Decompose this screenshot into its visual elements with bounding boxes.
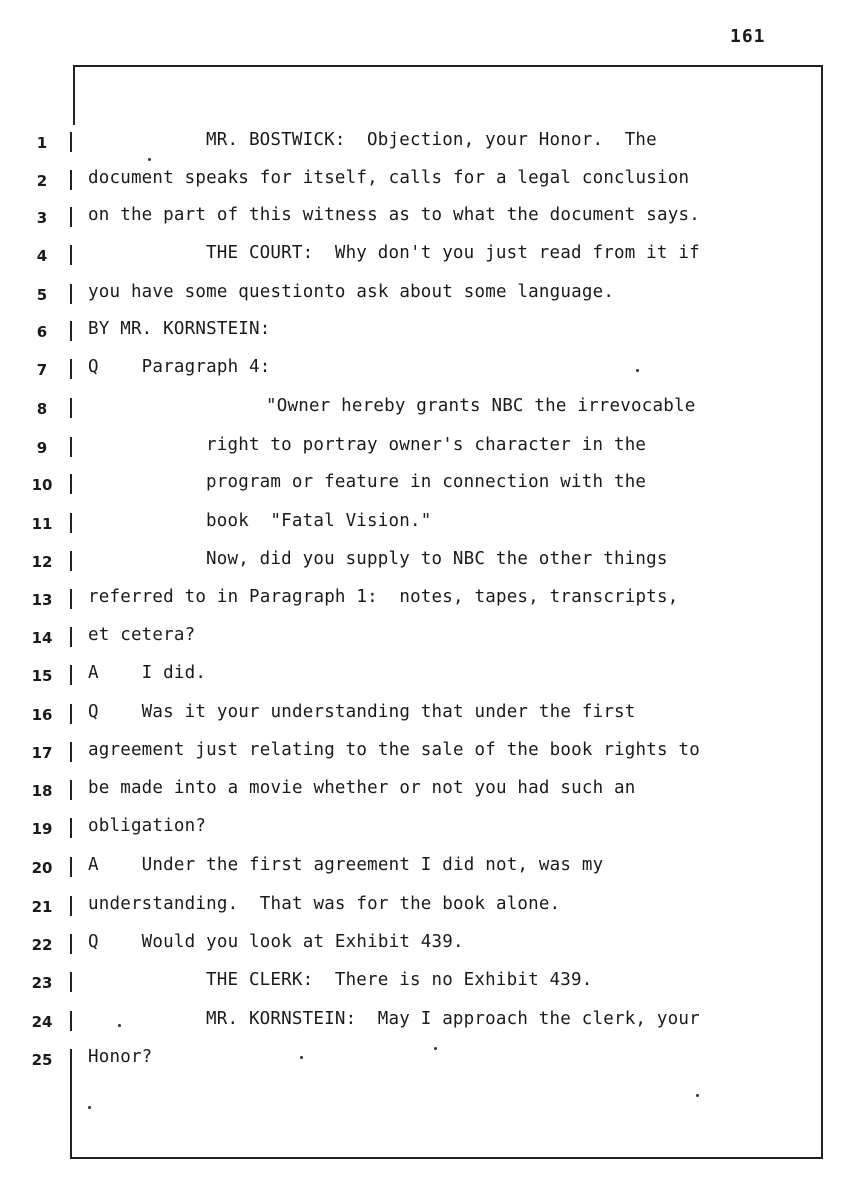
frame-top-border: [73, 65, 823, 67]
line-text: Q Would you look at Exhibit 439.: [88, 932, 464, 952]
line-text: MR. KORNSTEIN: May I approach the clerk, your: [206, 1009, 700, 1029]
transcript-line: [0, 892, 860, 922]
line-number: 17: [31, 744, 53, 762]
line-text: Q Was it your understanding that under the first: [88, 702, 636, 722]
transcript-line: [0, 585, 860, 615]
line-text: MR. BOSTWICK: Objection, your Honor. The: [206, 130, 657, 150]
line-number: 20: [31, 859, 53, 877]
line-number: 21: [31, 898, 53, 916]
transcript-line: [0, 128, 860, 158]
line-number: 8: [36, 400, 48, 418]
margin-tick: [70, 934, 72, 954]
scan-speck: [696, 1094, 699, 1097]
transcript-line: [0, 853, 860, 883]
scan-speck: [148, 158, 151, 161]
margin-tick: [70, 170, 72, 190]
margin-tick: [70, 857, 72, 877]
line-text: right to portray owner's character in the: [206, 435, 647, 455]
line-number: 4: [36, 247, 48, 265]
line-number: 2: [36, 172, 48, 190]
transcript-line: [0, 433, 860, 463]
line-number: 22: [31, 936, 53, 954]
line-number: 11: [31, 515, 53, 533]
line-text: A Under the first agreement I did not, was my: [88, 855, 604, 875]
transcript-line: [0, 738, 860, 768]
scan-speck: [300, 1056, 303, 1059]
margin-tick: [70, 284, 72, 304]
margin-tick: [70, 245, 72, 265]
line-number: 5: [36, 286, 48, 304]
transcript-line: [0, 814, 860, 844]
transcript-line: [0, 355, 860, 385]
line-number: 19: [31, 820, 53, 838]
transcript-line: [0, 1007, 860, 1037]
line-number: 12: [31, 553, 53, 571]
transcript-line: [0, 547, 860, 577]
line-number: 10: [31, 476, 53, 494]
scan-speck: [118, 1024, 121, 1027]
margin-tick: [70, 818, 72, 838]
transcript-line: [0, 241, 860, 271]
line-number: 18: [31, 782, 53, 800]
transcript-line: [0, 280, 860, 310]
line-number: 14: [31, 629, 53, 647]
line-number: 1: [36, 134, 48, 152]
margin-tick: [70, 474, 72, 494]
margin-tick: [70, 398, 72, 418]
transcript-line: [0, 509, 860, 539]
line-text: THE CLERK: There is no Exhibit 439.: [206, 970, 593, 990]
frame-bottom-border: [70, 1157, 823, 1159]
transcript-line: [0, 1045, 860, 1075]
line-text: agreement just relating to the sale of the book rights to: [88, 740, 700, 760]
scan-speck: [636, 369, 639, 372]
margin-tick: [70, 513, 72, 533]
transcript-line: [0, 203, 860, 233]
page-number: 161: [730, 26, 766, 47]
margin-tick: [70, 780, 72, 800]
margin-tick: [70, 1049, 72, 1069]
line-number: 15: [31, 667, 53, 685]
line-text: book "Fatal Vision.": [206, 511, 432, 531]
scan-speck: [434, 1047, 437, 1050]
margin-tick: [70, 359, 72, 379]
margin-tick: [70, 321, 72, 341]
margin-tick: [70, 742, 72, 762]
margin-tick: [70, 1011, 72, 1031]
line-text: Now, did you supply to NBC the other things: [206, 549, 668, 569]
line-text: "Owner hereby grants NBC the irrevocable: [266, 396, 696, 416]
transcript-line: [0, 968, 860, 998]
transcript-line: [0, 166, 860, 196]
margin-tick: [70, 207, 72, 227]
line-text: referred to in Paragraph 1: notes, tapes, transcripts,: [88, 587, 679, 607]
transcript-line: [0, 394, 860, 424]
margin-tick: [70, 704, 72, 724]
line-text: BY MR. KORNSTEIN:: [88, 319, 271, 339]
line-number: 6: [36, 323, 48, 341]
line-text: document speaks for itself, calls for a legal conclusion: [88, 168, 690, 188]
margin-tick: [70, 132, 72, 152]
margin-tick: [70, 896, 72, 916]
transcript-line: [0, 661, 860, 691]
transcript-line: [0, 317, 860, 347]
line-number: 16: [31, 706, 53, 724]
transcript-line: [0, 470, 860, 500]
margin-tick: [70, 589, 72, 609]
line-number: 24: [31, 1013, 53, 1031]
line-text: Q Paragraph 4:: [88, 357, 271, 377]
line-text: Honor?: [88, 1047, 153, 1067]
margin-tick: [70, 627, 72, 647]
scan-speck: [88, 1106, 91, 1109]
line-text: et cetera?: [88, 625, 196, 645]
margin-tick: [70, 437, 72, 457]
margin-tick: [70, 972, 72, 992]
margin-tick: [70, 665, 72, 685]
line-text: understanding. That was for the book alone.: [88, 894, 561, 914]
line-number: 3: [36, 209, 48, 227]
transcript-line: [0, 776, 860, 806]
line-text: you have some questionto ask about some language.: [88, 282, 615, 302]
line-text: THE COURT: Why don't you just read from it if: [206, 243, 700, 263]
line-text: A I did.: [88, 663, 207, 683]
line-text: obligation?: [88, 816, 207, 836]
line-text: be made into a movie whether or not you had such an: [88, 778, 636, 798]
line-number: 25: [31, 1051, 53, 1069]
frame-left-border-top: [73, 65, 75, 125]
line-number: 13: [31, 591, 53, 609]
line-number: 23: [31, 974, 53, 992]
line-text: program or feature in connection with the: [206, 472, 647, 492]
transcript-line: [0, 700, 860, 730]
line-number: 7: [36, 361, 48, 379]
transcript-line: [0, 930, 860, 960]
line-number: 9: [36, 439, 48, 457]
line-text: on the part of this witness as to what the document says.: [88, 205, 700, 225]
transcript-line: [0, 623, 860, 653]
margin-tick: [70, 551, 72, 571]
